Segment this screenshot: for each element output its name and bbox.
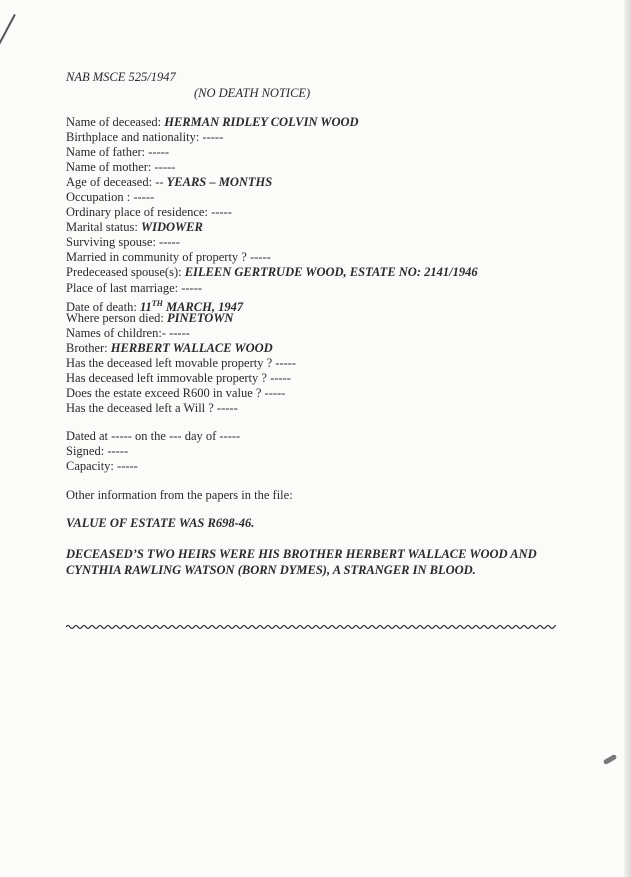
- signed-line: Signed: -----: [66, 444, 129, 458]
- field-row: [66, 220, 606, 235]
- capacity-line: Capacity: -----: [66, 459, 138, 473]
- field-label: Occupation : -----: [66, 190, 155, 205]
- field-label: Brother:: [66, 340, 111, 355]
- field-value: YEARS – MONTHS: [166, 175, 273, 190]
- field-row: [66, 326, 606, 341]
- field-label: Married in community of property ? -----: [66, 250, 271, 265]
- field-value: HERMAN RIDLEY COLVIN WOOD: [164, 115, 359, 129]
- field-label: Does the estate exceed R600 in value ? -----: [66, 385, 286, 400]
- field-label: Birthplace and nationality: -----: [66, 130, 224, 145]
- field-row: [66, 190, 606, 205]
- field-label: Place of last marriage: -----: [66, 280, 203, 295]
- field-value: HERBERT WALLACE WOOD: [110, 340, 273, 355]
- field-label: Has the deceased left a Will ? -----: [66, 400, 238, 415]
- field-row: [66, 145, 606, 160]
- field-row: [66, 205, 606, 220]
- other-information-label: Other information from the papers in the file:: [66, 488, 293, 502]
- field-label: Where person died:: [66, 310, 168, 325]
- field-row: [66, 296, 606, 314]
- field-row: [66, 115, 606, 130]
- field-row: [66, 386, 606, 401]
- field-label: Date of death:: [66, 299, 140, 314]
- dated-line: Dated at ----- on the --- day of -----: [66, 429, 241, 443]
- no-death-notice-heading: (NO DEATH NOTICE): [194, 86, 311, 100]
- field-row: [66, 311, 606, 326]
- wavy-divider: [66, 622, 556, 632]
- field-row: [66, 356, 606, 371]
- field-label: Name of mother: -----: [66, 160, 176, 175]
- field-row: [66, 401, 606, 416]
- reference-number: NAB MSCE 525/1947: [66, 70, 176, 84]
- field-row: [66, 130, 606, 145]
- pen-mark: [0, 14, 16, 48]
- field-row: [66, 160, 606, 175]
- field-label: Marital status:: [66, 220, 141, 235]
- field-row: [66, 235, 606, 250]
- field-label: Has the deceased left movable property ? -----: [66, 355, 297, 370]
- value-of-estate: VALUE OF ESTATE WAS R698-46.: [66, 516, 255, 530]
- field-row: [66, 265, 606, 280]
- field-label: Name of deceased:: [66, 115, 165, 129]
- field-value: PINETOWN: [167, 310, 234, 325]
- field-label: Predeceased spouse(s):: [66, 265, 185, 280]
- field-list: [66, 115, 606, 416]
- field-label: Ordinary place of residence: -----: [66, 205, 232, 220]
- scan-edge-shadow: [624, 0, 631, 877]
- field-value: WIDOWER: [141, 220, 203, 235]
- field-row: [66, 175, 606, 190]
- ink-smudge: [603, 754, 618, 765]
- field-row: [66, 281, 606, 296]
- heirs-statement: DECEASED’S TWO HEIRS WERE HIS BROTHER HERBERT WALLACE WOOD AND CYNTHIA RAWLING WATSON (BORN DYMES), A STRANGER IN BLOOD.: [66, 547, 537, 577]
- field-row: [66, 341, 606, 356]
- field-row: [66, 250, 606, 265]
- field-label: Names of children:- -----: [66, 325, 190, 340]
- field-value: EILEEN GERTRUDE WOOD, ESTATE NO: 2141/1946: [184, 265, 478, 280]
- field-label: Age of deceased: --: [66, 175, 167, 190]
- field-label: Has deceased left immovable property ? -----: [66, 370, 291, 385]
- field-label: Surviving spouse: -----: [66, 235, 180, 250]
- field-label: Name of father: -----: [66, 145, 170, 160]
- field-value: 11TH MARCH, 1947: [139, 298, 244, 314]
- field-row: [66, 371, 606, 386]
- signature-block: [66, 429, 240, 474]
